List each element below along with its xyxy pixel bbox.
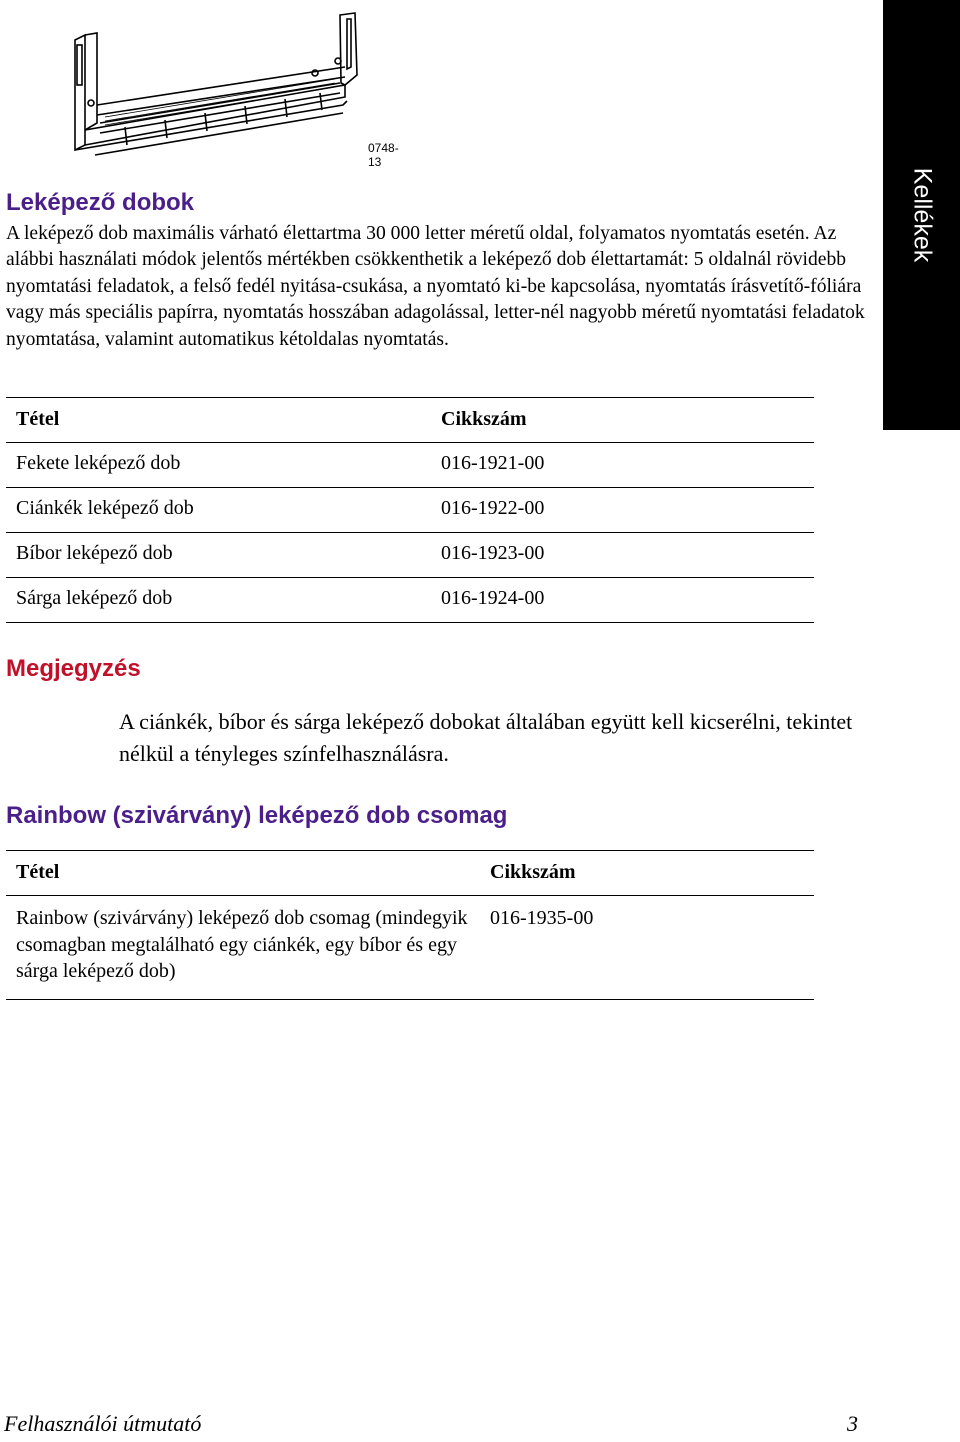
page-number: 3 <box>847 1411 858 1436</box>
table-row <box>6 443 814 488</box>
note-body: A ciánkék, bíbor és sárga leképező dobokat általában együtt kell kicserélni, tekintet nélkül a tényleges színfelhasználásra. <box>119 709 853 766</box>
column-header-partnumber: Cikkszám <box>490 861 576 883</box>
table-header-row <box>6 398 814 443</box>
table-row <box>6 488 814 533</box>
section-heading-rainbow: Rainbow (szivárvány) leképező dob csomag <box>6 802 508 829</box>
partnumber-cell: 016-1935-00 <box>490 907 594 929</box>
imaging-drum-illustration <box>55 5 399 169</box>
table-row <box>6 533 814 578</box>
partnumber-cell: 016-1923-00 <box>441 542 545 564</box>
side-tab <box>883 0 960 430</box>
partnumber-cell: 016-1922-00 <box>441 497 545 519</box>
partnumber-cell: 016-1921-00 <box>441 452 545 474</box>
item-cell: Bíbor leképező dob <box>16 542 173 564</box>
rainbow-table <box>6 850 814 1000</box>
table-row <box>6 896 814 1000</box>
column-header-partnumber: Cikkszám <box>441 408 527 430</box>
column-header-item: Tétel <box>16 861 60 883</box>
footer-title: Felhasználói útmutató <box>4 1411 202 1436</box>
item-cell: Fekete leképező dob <box>16 452 181 474</box>
column-header-item: Tétel <box>16 408 60 430</box>
imaging-drum-drawing <box>55 5 375 160</box>
table-row <box>6 578 814 623</box>
section-heading-drums: Leképező dobok <box>6 189 195 216</box>
drums-table <box>6 397 814 623</box>
item-cell: Sárga leképező dob <box>16 587 173 609</box>
table-header-row <box>6 851 814 896</box>
note-heading: Megjegyzés <box>6 655 141 682</box>
section-body-drums: A leképező dob maximális várható élettartma 30 000 letter méretű oldal, folyamatos nyomtatás esetén. Az alábbi használati módok jelentős mértékben csökkenthetik a leképező dob élettartamát: 5 oldalnál rövidebb nyomtatási feladatok, a felső fedél nyitása-csukása, a nyomtató ki-be kapcsolása, nyomtatás írásvetítő-fóliára vagy más speciális papírra, nyomtatás hosszában adagolással, letter-nél nagyobb méretű nyomtatási feladatok nyomtatása, valamint automatikus kétoldalas nyomtatás. <box>6 223 865 350</box>
item-cell: Ciánkék leképező dob <box>16 497 194 519</box>
side-tab-label: Kellékek <box>908 167 936 263</box>
item-cell: Rainbow (szivárvány) leképező dob csomag (mindegyik csomagban megtalálható egy ciánkék, egy bíbor és egy sárga leképező dob) <box>16 907 468 982</box>
partnumber-cell: 016-1924-00 <box>441 587 545 609</box>
figure-code: 0748-13 <box>368 141 399 169</box>
